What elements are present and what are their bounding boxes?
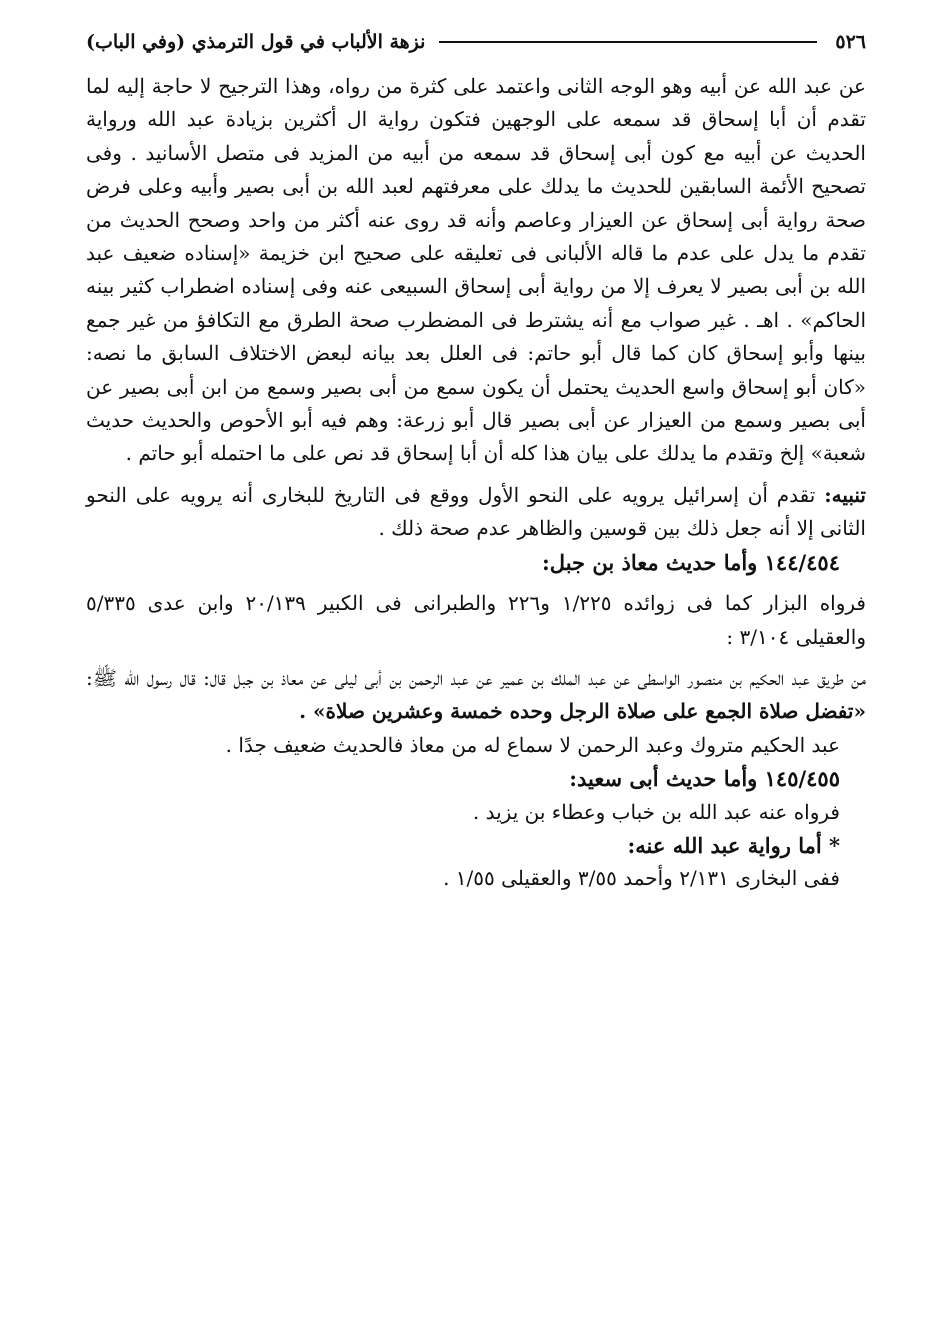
paragraph-5: عبد الحكيم متروك وعبد الرحمن لا سماع له من معاذ فالحديث ضعيف جدًا . bbox=[225, 732, 840, 757]
page-number: ٥٢٦ bbox=[835, 31, 866, 53]
paragraph-3: فرواه البزار كما فى زوائده ١/٢٢٥ و٢٢٦ والطبرانى فى الكبير ٢٠/١٣٩ وابن عدى ٥/٣٣٥ والعقيلى ٣/١٠٤ : bbox=[86, 591, 866, 649]
header-rule bbox=[439, 41, 817, 43]
paragraph-6: فرواه عنه عبد الله بن خباب وعطاء بن يزيد . bbox=[472, 799, 840, 824]
hadith-quote: «تفضل صلاة الجمع على صلاة الرجل وحده خمسة وعشرين صلاة» . bbox=[299, 699, 866, 724]
note-label: تنبيه: bbox=[824, 482, 866, 507]
page bbox=[86, 22, 866, 896]
paragraph-note bbox=[86, 479, 866, 546]
page-header bbox=[86, 22, 866, 62]
paragraph-4 bbox=[86, 662, 866, 729]
subheading-abdullah: * أما رواية عبد الله عنه: bbox=[627, 832, 840, 858]
paragraph-1: عن عبد الله عن أبيه وهو الوجه الثانى واعتمد على كثرة من رواه، وهذا الترجيح لا حاجة إليه لما تقدم أن أبا إسحاق قد سمعه على الوجهين فتكون رواية ال أكثرين بزيادة عبد الله ورواية الحديث عن أبيه مع كون أبى إسحاق قد سمعه من أبيه من المزيد فى متصل الأسانيد . وفى تصحيح الأئمة السابقين للحديث ما يدلك على معرفتهم لعبد الله بن أبى بصير وأبيه وعلى فرض صحة رواية أبى إسحاق عن العيزار وعاصم وأنه قد روى عنه أكثر من واحد وصحح الحديث من تقدم ما يدل على عدم ما قاله الألبانى فى تعليقه على صحيح ابن خزيمة «إسناده ضعيف عبد الله بن أبى بصير لا يعرف إلا من رواية أبى إسحاق السبيعى عنه وفى إسناده اضطراب كثير بينه الحاكم» . اهـ . غير صواب مع أنه يشترط فى المضطرب صحة الطرق مع التكافؤ من غير جمع بينها وأبو إسحاق كان كما قال أبو حاتم: فى العلل بعد بيانه لبعض الاختلاف السابق ما نصه: «كان أبو إسحاق واسع الحديث يحتمل أن يكون سمع من أبى بصير وسمع من ابن أبى بصير عن أبى بصير وسمع من العيزار عن أبى بصير قال أبو زرعة: وهم فيه أبو الأحوص والحديث حديث شعبة» إلخ وتقدم ما يدلك على بيان هذا كله أن أبا إسحاق قد نص على ما احتمله أبو حاتم . bbox=[86, 74, 866, 466]
body-text bbox=[86, 70, 866, 896]
section-heading-muadh: ١٤٤/٤٥٤ وأما حديث معاذ بن جبل: bbox=[542, 549, 840, 575]
paragraph-7: ففى البخارى ٢/١٣١ وأحمد ٣/٥٥ والعقيلى ١/٥٥ . bbox=[443, 866, 840, 891]
paragraph-4-text: من طريق عبد الحكيم بن منصور الواسطى عن عبد الملك بن عمير عن عبد الرحمن بن أبى ليلى عن معاذ بن جبل قال: قال رسول الله ﷺ: bbox=[86, 665, 866, 690]
running-title: نزهة الألباب في قول الترمذي (وفي الباب) bbox=[86, 31, 426, 53]
note-text: تقدم أن إسرائيل يرويه على النحو الأول ووقع فى التاريخ للبخارى أنه يرويه على النحو الثانى إلا أنه جعل ذلك بين قوسين والظاهر عدم صحة ذلك . bbox=[86, 482, 866, 541]
section-heading-abu-said: ١٤٥/٤٥٥ وأما حديث أبى سعيد: bbox=[569, 766, 840, 792]
